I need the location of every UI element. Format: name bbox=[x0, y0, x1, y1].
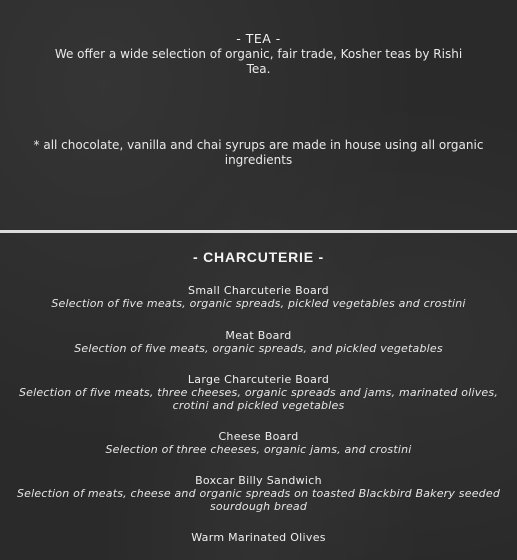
menu-item-name: Small Charcuterie Board bbox=[188, 284, 329, 297]
menu-item-description: Selection of five meats, organic spreads, and pickled vegetables bbox=[74, 342, 443, 355]
menu-item-description: Selection of five meats, organic spreads, pickled vegetables and crostini bbox=[51, 297, 466, 310]
charcuterie-section bbox=[0, 233, 517, 560]
tea-section bbox=[0, 0, 517, 230]
menu-item-name: Large Charcuterie Board bbox=[187, 373, 330, 386]
tea-description: We offer a wide selection of organic, fair trade, Kosher teas by Rishi Tea. bbox=[54, 47, 463, 76]
menu-item-description: Selection of meats, cheese and organic spreads on toasted Blackbird Bakery seeded sourdough bread bbox=[16, 487, 501, 513]
menu-item-description: Selection of three cheeses, organic jams, and crostini bbox=[105, 443, 412, 456]
charcuterie-heading: - CHARCUTERIE - bbox=[193, 249, 324, 265]
menu-item bbox=[5, 430, 512, 456]
menu-item-name: Meat Board bbox=[225, 329, 292, 342]
tea-heading: - TEA - bbox=[236, 31, 281, 46]
menu-item-name: Cheese Board bbox=[218, 430, 299, 443]
menu-item bbox=[5, 531, 512, 544]
menu-item-name: Boxcar Billy Sandwich bbox=[195, 474, 322, 487]
menu-item bbox=[5, 329, 512, 355]
menu-item bbox=[5, 284, 512, 310]
menu-item-name: Warm Marinated Olives bbox=[191, 531, 326, 544]
menu-item bbox=[5, 474, 512, 513]
menu-item bbox=[5, 373, 512, 412]
menu-item-description: Selection of five meats, three cheeses, organic spreads and jams, marinated olives, crotini and pickled vegetables bbox=[18, 386, 499, 412]
syrup-note: * all chocolate, vanilla and chai syrups are made in house using all organic ingredients bbox=[33, 138, 484, 167]
